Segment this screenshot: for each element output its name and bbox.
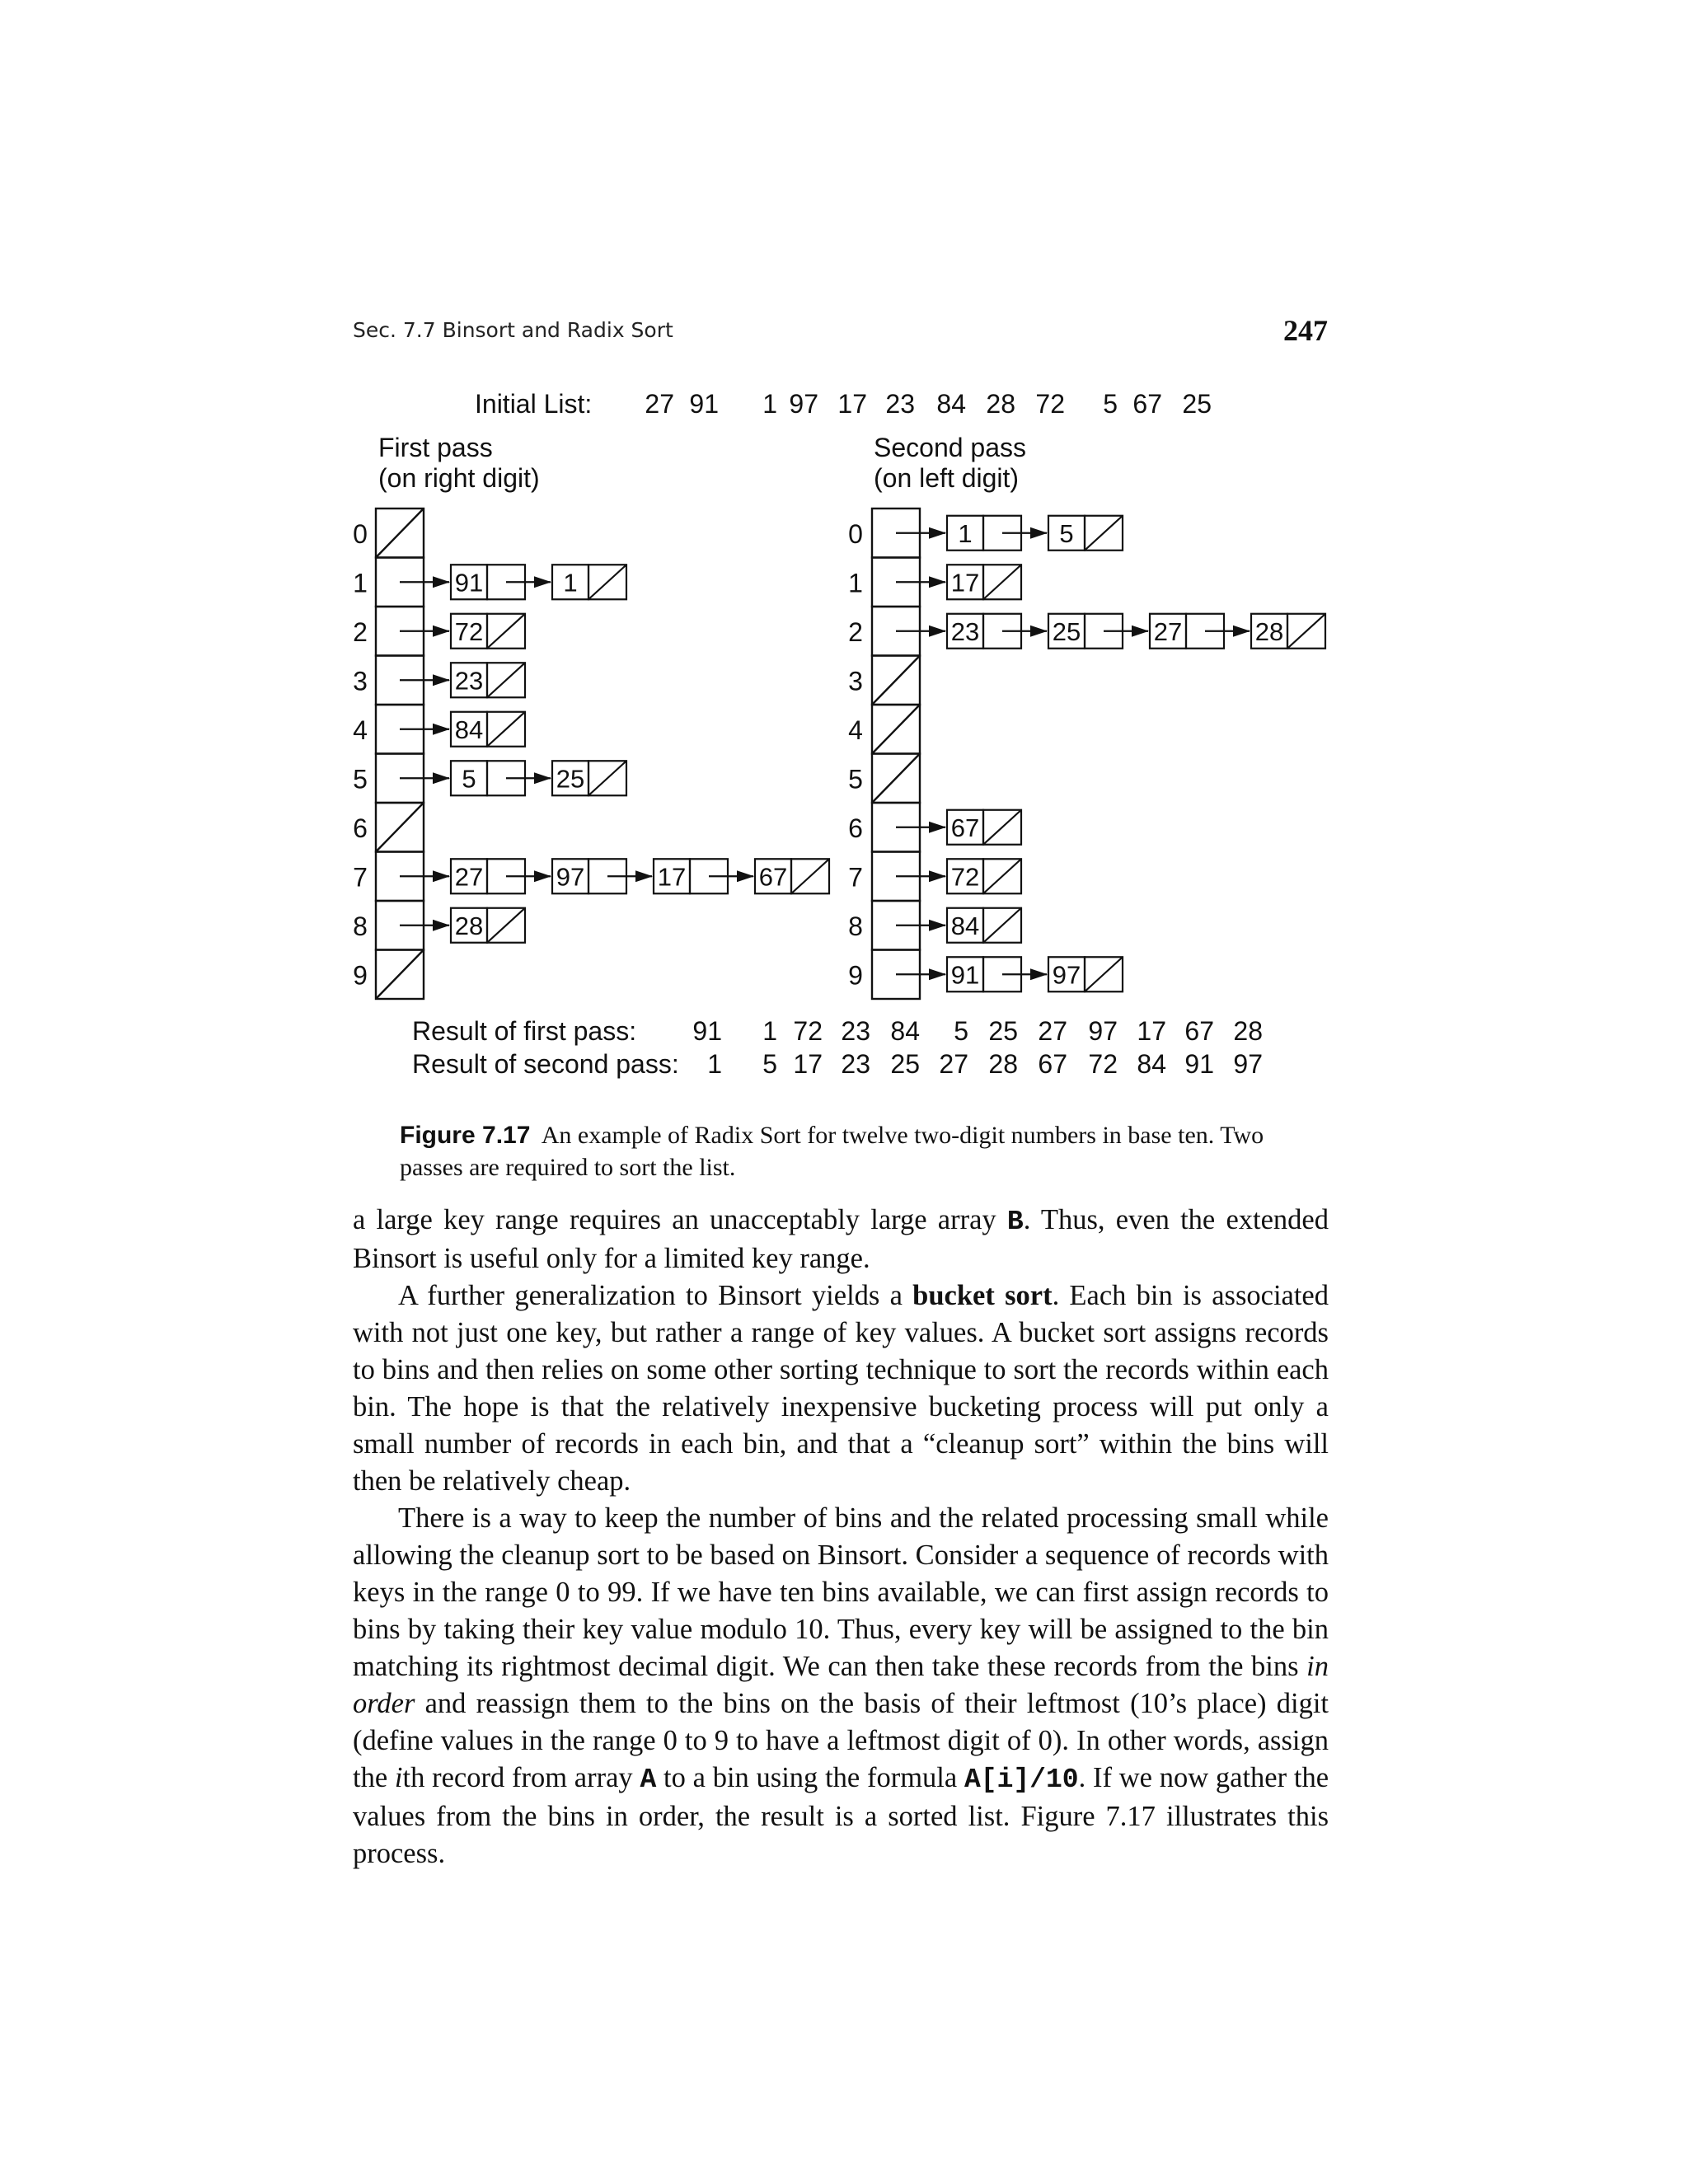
second-pass-arrow-head (1030, 527, 1048, 539)
second-pass-null-slash (872, 656, 920, 705)
second-pass-node-value: 23 (950, 616, 980, 646)
initial-list-value: 67 (1132, 389, 1162, 419)
result-first-value: 84 (890, 1016, 920, 1046)
paragraph-2 (353, 1277, 1329, 1500)
second-pass-title-line2: (on left digit) (874, 463, 1020, 493)
result-first-value: 67 (1184, 1016, 1214, 1046)
paragraph-3 (353, 1500, 1329, 1872)
second-pass-arrow-head (929, 527, 946, 539)
second-pass-node-value: 84 (950, 911, 980, 940)
paragraph-1 (353, 1202, 1329, 1277)
result-first-value: 28 (1233, 1016, 1263, 1046)
result-first-value: 1 (762, 1016, 777, 1046)
p1-text-a: a large key range requires an unacceptably large array (353, 1204, 1007, 1235)
initial-list-value: 5 (1103, 389, 1118, 419)
first-pass-null-slash (588, 761, 626, 795)
p3-code-array: A (640, 1765, 657, 1795)
second-pass-bin-label: 2 (848, 616, 863, 647)
initial-list-value: 25 (1182, 389, 1212, 419)
second-pass-null-slash (1085, 516, 1123, 551)
p3-text-c: th record from array (402, 1762, 640, 1793)
second-pass-node-value: 97 (1052, 960, 1081, 990)
first-pass-null-slash (376, 803, 424, 852)
second-pass-bin-label: 4 (848, 715, 863, 745)
body-text (353, 1202, 1329, 1872)
first-pass-bin-label: 2 (353, 616, 368, 647)
first-pass-bin-label: 4 (353, 715, 368, 745)
p2-text-b: . Each bin is associated with not just one key, but rather a range of key values. A bucket sort assigns records to bins and then relies on some other sorting technique to sort the records within each bin. The hope is that the relatively inexpensive bucketing process will put only a small number of records in each bin, and that a “cleanup sort” within the bins will then be relatively cheap. (353, 1280, 1329, 1497)
first-pass-bin-label: 6 (353, 813, 368, 843)
first-pass-null-slash (487, 712, 525, 747)
first-pass-null-slash (487, 908, 525, 943)
second-pass-null-slash (983, 810, 1021, 845)
first-pass-node-value: 84 (454, 715, 484, 744)
second-pass-null-slash (983, 859, 1021, 893)
page-number: 247 (1283, 314, 1328, 347)
first-pass-node-value: 27 (454, 862, 484, 892)
initial-list-value: 1 (762, 389, 777, 419)
second-pass-arrow-head (929, 626, 946, 637)
result-first-value: 27 (1038, 1016, 1067, 1046)
figure-caption-label: Figure 7.17 (400, 1122, 531, 1149)
figure-caption (400, 1119, 1315, 1183)
initial-list-values (645, 389, 1212, 419)
initial-list-label: Initial List: (475, 389, 593, 419)
result-second-value: 27 (939, 1049, 968, 1079)
result-first-value: 17 (1137, 1016, 1166, 1046)
result-second-value: 25 (890, 1049, 920, 1079)
first-pass-bin-label: 0 (353, 518, 368, 549)
second-pass-arrow-head (1030, 626, 1048, 637)
p2-bold-term: bucket sort (912, 1280, 1053, 1311)
result-second-value: 91 (1184, 1049, 1214, 1079)
second-pass-arrow-head (929, 870, 946, 882)
second-pass-bin-label: 9 (848, 960, 863, 991)
second-pass-null-slash (872, 705, 920, 754)
first-pass-null-slash (487, 663, 525, 697)
second-pass-node-value: 5 (1059, 518, 1074, 548)
first-pass-bin-label: 1 (353, 568, 368, 598)
result-first-value: 5 (954, 1016, 968, 1046)
first-pass-node-value: 25 (556, 764, 585, 794)
first-pass-node-value: 67 (758, 862, 788, 892)
second-pass-bin-label: 1 (848, 568, 863, 598)
result-first-value: 97 (1088, 1016, 1118, 1046)
initial-list-value: 91 (689, 389, 719, 419)
first-pass-node-value: 28 (454, 911, 484, 940)
result-second-value: 17 (793, 1049, 823, 1079)
second-pass-bin-label: 6 (848, 813, 863, 843)
first-pass-arrow-head (534, 772, 551, 784)
initial-list-value: 17 (837, 389, 867, 419)
second-pass-arrow-head (929, 920, 946, 931)
result-first-values (692, 1016, 1263, 1046)
first-pass-title-line2: (on right digit) (378, 463, 540, 493)
first-pass-arrow-head (433, 576, 450, 588)
result-second-value: 28 (988, 1049, 1018, 1079)
first-pass-null-slash (376, 950, 424, 1000)
second-pass-node-value: 91 (950, 960, 980, 990)
p1-text-b: . Thus, even the extended Binsort is useful only for a limited key range. (353, 1204, 1329, 1274)
result-first-value: 25 (988, 1016, 1018, 1046)
first-pass-title-line1: First pass (378, 433, 493, 462)
second-pass-bin-label: 8 (848, 911, 863, 941)
first-pass-arrow-head (433, 626, 450, 637)
first-pass-node-value: 72 (454, 616, 484, 646)
second-pass-node-value: 25 (1052, 616, 1081, 646)
second-pass-arrow-head (1030, 968, 1048, 980)
first-pass-null-slash (588, 565, 626, 599)
initial-list-value: 84 (936, 389, 966, 419)
second-pass-node-value: 28 (1254, 616, 1284, 646)
result-second-values (707, 1049, 1263, 1079)
second-pass-arrow-head (929, 822, 946, 833)
result-first-value: 72 (793, 1016, 823, 1046)
second-pass-null-slash (983, 565, 1021, 599)
first-pass-null-slash (487, 614, 525, 649)
second-pass-arrow-head (929, 576, 946, 588)
second-pass-null-slash (872, 754, 920, 804)
p3-emphasis: in order (353, 1651, 1329, 1719)
result-second-value: 72 (1088, 1049, 1118, 1079)
second-pass-bin-label: 7 (848, 862, 863, 893)
initial-list-value: 23 (885, 389, 915, 419)
result-second-value: 5 (762, 1049, 777, 1079)
p3-text-a: There is a way to keep the number of bins and the related processing small while allowing the cleanup sort to be based on Binsort. Consider a sequence of records with keys in the range 0 to 99. If we have ten bins available, we can first assign records to bins by taking their key value modulo 10. Thus, every key will be assigned to the bin matching its rightmost decimal digit. We can then take these records from the bins (353, 1502, 1329, 1682)
first-pass-arrow-head (433, 920, 450, 931)
first-pass-bin-label: 3 (353, 666, 368, 696)
p3-math-i: i (394, 1762, 403, 1793)
second-pass-node-value: 72 (950, 862, 980, 892)
figure-caption-text: An example of Radix Sort for twelve two-digit numbers in base ten. Two passes are required to sort the list. (400, 1122, 1264, 1181)
first-pass-node-value: 97 (556, 862, 585, 892)
first-pass-arrow-head (433, 870, 450, 882)
initial-list-value: 97 (789, 389, 818, 419)
second-pass-arrow-head (1132, 626, 1149, 637)
second-pass-node-value: 27 (1153, 616, 1183, 646)
first-pass-arrow-head (534, 576, 551, 588)
first-pass-node-value: 17 (657, 862, 687, 892)
second-pass-arrow-head (929, 968, 946, 980)
first-pass-arrow-head (534, 870, 551, 882)
first-pass-node-value: 23 (454, 666, 484, 696)
first-pass-arrow-head (737, 870, 754, 882)
first-pass-diagram (353, 509, 829, 999)
first-pass-arrow-head (433, 674, 450, 686)
result-first-value: 91 (692, 1016, 722, 1046)
first-pass-arrow-head (433, 772, 450, 784)
second-pass-bin-label: 0 (848, 518, 863, 549)
first-pass-arrow-head (433, 724, 450, 735)
second-pass-null-slash (1085, 957, 1123, 991)
running-head: Sec. 7.7 Binsort and Radix Sort (353, 318, 673, 342)
result-first-value: 23 (841, 1016, 870, 1046)
second-pass-node-value: 17 (950, 568, 980, 598)
second-pass-null-slash (1287, 614, 1325, 649)
second-pass-node-value: 1 (958, 518, 973, 548)
second-pass-bin-label: 3 (848, 666, 863, 696)
first-pass-bin-label: 5 (353, 764, 368, 794)
p3-text-b: and reassign them to the bins on the basis of their leftmost (10’s place) digit (define values in the range 0 to 9 to have a leftmost digit of 0). In other words, assign the (353, 1688, 1329, 1793)
first-pass-arrow-head (635, 870, 653, 882)
first-pass-null-slash (376, 509, 424, 558)
first-pass-node-value: 1 (563, 568, 578, 598)
first-pass-bin-label: 9 (353, 960, 368, 991)
second-pass-null-slash (983, 908, 1021, 943)
result-second-value: 67 (1038, 1049, 1067, 1079)
result-second-value: 1 (707, 1049, 722, 1079)
p3-text-e: . If we now gather the values from the bins in order, the result is a sorted list. Figure 7.17 illustrates this process. (353, 1762, 1329, 1869)
second-pass-node-value: 67 (950, 813, 980, 842)
second-pass-bin-label: 5 (848, 764, 863, 794)
first-pass-node-value: 5 (462, 764, 476, 794)
initial-list-value: 28 (986, 389, 1015, 419)
initial-list-value: 72 (1035, 389, 1065, 419)
result-second-value: 23 (841, 1049, 870, 1079)
p3-text-d: to a bin using the formula (656, 1762, 964, 1793)
result-second-value: 84 (1137, 1049, 1166, 1079)
p1-code: B (1006, 1207, 1024, 1237)
first-pass-bin-label: 7 (353, 862, 368, 893)
result-second-value: 97 (1233, 1049, 1263, 1079)
p2-text-a: A further generalization to Binsort yields a (398, 1280, 913, 1311)
first-pass-null-slash (791, 859, 829, 893)
initial-list-value: 27 (645, 389, 674, 419)
result-second-label: Result of second pass: (412, 1049, 679, 1079)
first-pass-bin-label: 8 (353, 911, 368, 941)
p3-code-formula: A[i]/10 (964, 1765, 1079, 1795)
result-first-label: Result of first pass: (412, 1016, 637, 1046)
second-pass-diagram (848, 509, 1325, 999)
second-pass-arrow-head (1233, 626, 1250, 637)
first-pass-node-value: 91 (454, 568, 484, 598)
second-pass-title-line1: Second pass (874, 433, 1027, 462)
